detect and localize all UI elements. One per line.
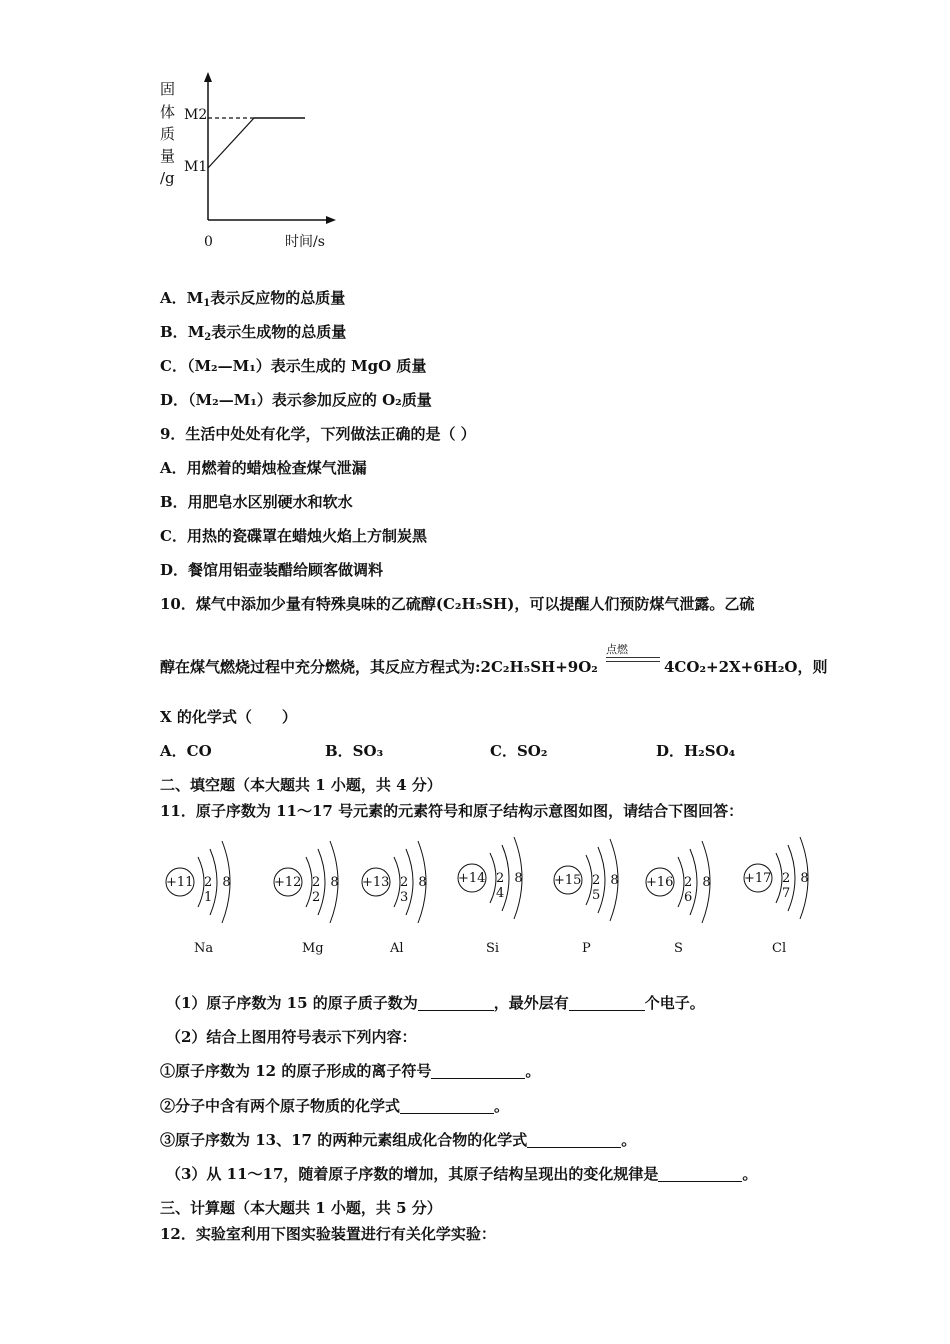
electron-counts: 2 8 7 bbox=[782, 871, 812, 901]
equation-bar-top bbox=[606, 657, 660, 658]
nucleus-charge: +12 bbox=[274, 875, 302, 890]
q11-part-2-2: ②分子中含有两个原子物质的化学式 。 bbox=[160, 1097, 510, 1115]
answer-blank[interactable] bbox=[418, 996, 494, 1011]
atom-diagram bbox=[640, 835, 730, 965]
atom-diagram bbox=[268, 835, 358, 965]
nucleus-charge: +14 bbox=[458, 871, 486, 886]
answer-blank[interactable] bbox=[658, 1167, 742, 1182]
element-symbol: Mg bbox=[302, 941, 324, 956]
electron-counts: 2 8 1 bbox=[204, 875, 234, 905]
q8-option-c[interactable]: C．（M₂—M₁）表示生成的 MgO 质量 bbox=[160, 357, 427, 375]
answer-blank[interactable] bbox=[431, 1064, 525, 1079]
q9-option-a[interactable]: A．用燃着的蜡烛检查煤气泄漏 bbox=[160, 459, 367, 477]
q10-line-2-right: 4CO₂+2X+6H₂O，则 bbox=[664, 658, 828, 676]
nucleus-charge: +13 bbox=[362, 875, 390, 890]
element-symbol: Al bbox=[390, 941, 404, 956]
q10-line-1: 10．煤气中添加少量有特殊臭味的乙硫醇(C₂H₅SH)，可以提醒人们预防煤气泄露。乙硫 bbox=[160, 595, 755, 613]
q11-stem: 11．原子序数为 11～17 号元素的元素符号和原子结构示意图如图，请结合下图回答： bbox=[160, 802, 744, 820]
y-label-char-2: 体 bbox=[160, 103, 176, 121]
q12-stem: 12．实验室利用下图实验装置进行有关化学实验： bbox=[160, 1225, 496, 1243]
element-symbol: S bbox=[674, 941, 683, 956]
q9-stem: 9．生活中处处有化学，下列做法正确的是（ ） bbox=[160, 425, 476, 443]
nucleus-charge: +15 bbox=[554, 873, 582, 888]
answer-blank[interactable] bbox=[527, 1133, 621, 1148]
atom-diagram bbox=[738, 835, 828, 965]
nucleus-charge: +17 bbox=[744, 871, 772, 886]
q11-part-2-3: ③原子序数为 13、17 的两种元素组成化合物的化学式 。 bbox=[160, 1131, 637, 1149]
equation-bar-bottom bbox=[606, 661, 660, 662]
m1-label: M1 bbox=[184, 159, 208, 175]
nucleus-charge: +11 bbox=[166, 875, 194, 890]
y-label-char-4: 量 bbox=[160, 147, 176, 165]
q10-option-b[interactable]: B．SO₃ bbox=[325, 742, 384, 760]
y-label-unit: /g bbox=[160, 169, 175, 187]
q11-part-2: （2）结合上图用符号表示下列内容： bbox=[166, 1028, 417, 1046]
electron-counts: 2 8 6 bbox=[684, 875, 714, 905]
q11-part-2-1: ①原子序数为 12 的原子形成的离子符号 。 bbox=[160, 1062, 541, 1080]
q10-option-a[interactable]: A．CO bbox=[160, 742, 212, 760]
answer-blank[interactable] bbox=[569, 996, 645, 1011]
q8-option-b[interactable]: B．$M_2$表示生成物的总质量 bbox=[160, 323, 347, 343]
m2-label: M2 bbox=[184, 107, 208, 123]
q9-option-c[interactable]: C．用热的瓷碟罩在蜡烛火焰上方制炭黑 bbox=[160, 527, 427, 545]
q10-line-2-left: 醇在煤气燃烧过程中充分燃烧，其反应方程式为:2C₂H₅SH+9O₂ bbox=[160, 658, 598, 676]
atom-structure-diagrams bbox=[160, 835, 820, 965]
y-label-char-3: 质 bbox=[160, 125, 176, 143]
element-symbol: Na bbox=[194, 941, 214, 956]
origin-label: 0 bbox=[204, 234, 213, 250]
q10-option-d[interactable]: D．H₂SO₄ bbox=[656, 742, 736, 760]
q8-option-d[interactable]: D．（M₂—M₁）表示参加反应的 O₂质量 bbox=[160, 391, 432, 409]
electron-counts: 2 8 2 bbox=[312, 875, 342, 905]
atom-diagram bbox=[160, 835, 250, 965]
electron-counts: 2 8 3 bbox=[400, 875, 430, 905]
element-symbol: Si bbox=[486, 941, 500, 956]
section-3-heading: 三、计算题（本大题共 1 小题，共 5 分） bbox=[160, 1199, 442, 1217]
atom-diagram bbox=[548, 835, 638, 965]
y-label-char-1: 固 bbox=[160, 80, 176, 98]
element-symbol: P bbox=[582, 941, 591, 956]
q11-part-1: （1）原子序数为 15 的原子质子数为 ，最外层有 个电子。 bbox=[166, 994, 705, 1012]
q9-option-b[interactable]: B．用肥皂水区别硬水和软水 bbox=[160, 493, 353, 511]
q8-option-a[interactable]: A．$M_1$表示反应物的总质量 bbox=[160, 289, 346, 309]
electron-counts: 2 8 5 bbox=[592, 873, 622, 903]
answer-blank[interactable] bbox=[400, 1099, 494, 1114]
q9-option-d[interactable]: D．餐馆用铝壶装醋给顾客做调料 bbox=[160, 561, 384, 579]
atom-diagram bbox=[452, 835, 542, 965]
atom-diagram bbox=[356, 835, 446, 965]
q11-part-3: （3）从 11～17，随着原子序数的增加，其原子结构呈现出的变化规律是 。 bbox=[166, 1165, 758, 1183]
electron-counts: 2 8 4 bbox=[496, 871, 526, 901]
graph-axes bbox=[150, 70, 350, 260]
nucleus-charge: +16 bbox=[646, 875, 674, 890]
element-symbol: Cl bbox=[772, 941, 787, 956]
section-2-heading: 二、填空题（本大题共 1 小题，共 4 分） bbox=[160, 776, 442, 794]
mass-time-graph bbox=[150, 70, 350, 260]
q10-option-c[interactable]: C．SO₂ bbox=[490, 742, 548, 760]
reaction-condition: 点燃 bbox=[606, 643, 628, 656]
x-axis-label: 时间/s bbox=[285, 234, 325, 250]
q10-line-3: X 的化学式（ ） bbox=[160, 708, 297, 726]
